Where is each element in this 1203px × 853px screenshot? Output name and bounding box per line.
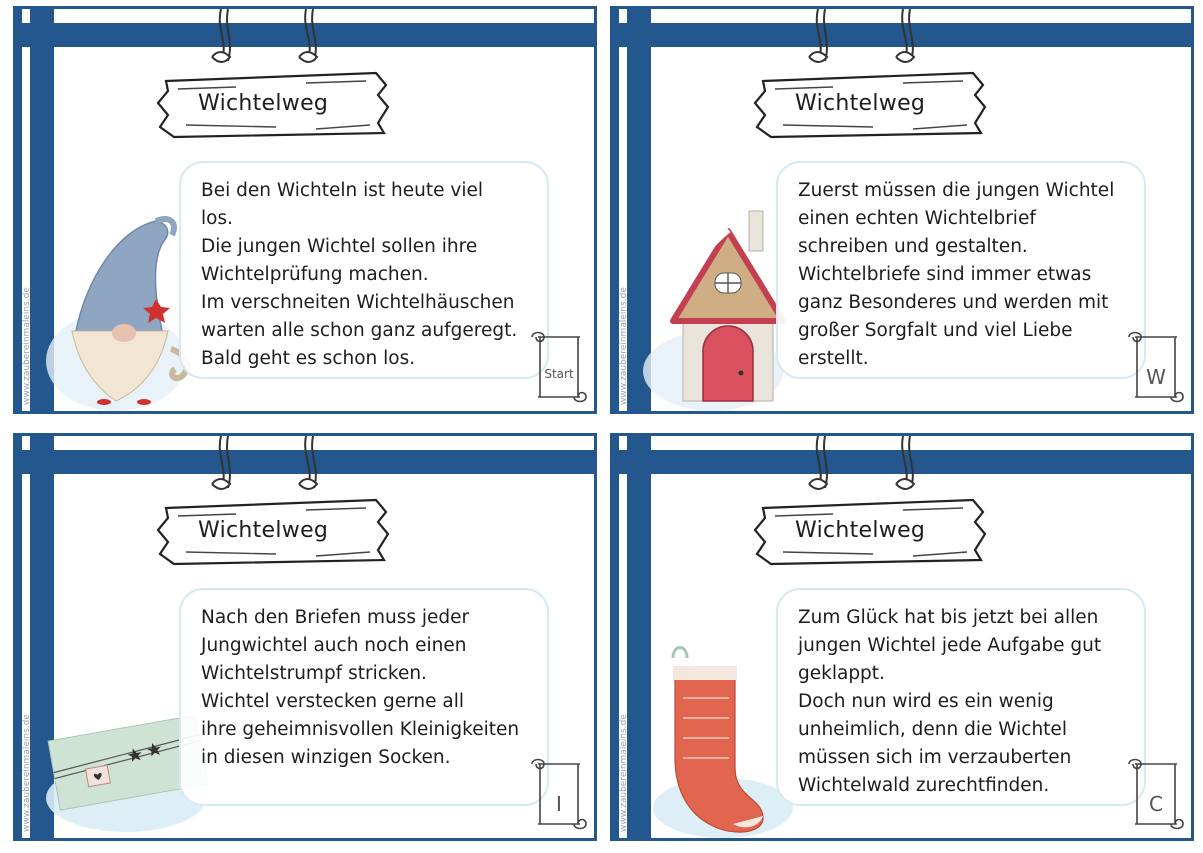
scroll-label: I <box>556 792 562 816</box>
watermark-text: www.zaubereinmaleins.de <box>619 714 629 832</box>
watermark-text: www.zaubereinmaleins.de <box>619 287 629 405</box>
story-text: Bei den Wichteln ist heute viel los. Die jungen Wichtel sollen ihre Wichtelprüfung machen. Im verschneiten Wichtelhäuschen warten alle schon ganz aufgeregt. Bald geht es schon los. <box>201 180 518 369</box>
watermark-text: www.zaubereinmaleins.de <box>22 714 32 832</box>
card-i <box>13 433 597 841</box>
story-textbox <box>776 161 1146 379</box>
card-start <box>13 6 597 414</box>
card-title: Wichtelweg <box>795 91 926 116</box>
card-title: Wichtelweg <box>198 518 329 543</box>
story-textbox <box>179 588 549 806</box>
scroll-label: W <box>1146 365 1166 389</box>
story-textbox <box>776 588 1146 806</box>
card-title: Wichtelweg <box>198 91 329 116</box>
story-textbox <box>179 161 549 379</box>
card-w <box>610 6 1194 414</box>
story-text: Zuerst müssen die jungen Wichtel einen echten Wichtelbrief schreiben und gestalten. Wichtelbriefe sind immer etwas ganz Besonderes und werden mit großer Sorgfalt und viel Liebe erstellt. <box>798 180 1115 369</box>
watermark <box>18 245 34 405</box>
watermark <box>615 672 631 832</box>
watermark <box>615 245 631 405</box>
scroll-label: C <box>1149 792 1163 816</box>
watermark-text: www.zaubereinmaleins.de <box>22 287 32 405</box>
scroll-label: Start <box>544 367 574 381</box>
story-text: Nach den Briefen muss jeder Jungwichtel auch noch einen Wichtelstrumpf stricken. Wichtel verstecken gerne all ihre geheimnisvollen Kleinigkeiten in diesen winzigen Socken. <box>201 607 520 768</box>
watermark <box>18 672 34 832</box>
card-c <box>610 433 1194 841</box>
story-text: Zum Glück hat bis jetzt bei allen jungen Wichtel jede Aufgabe gut geklappt. Doch nun wird es ein wenig unheimlich, denn die Wichtel müssen sich im verzauberten Wichtelwald zurechtfinden. <box>798 607 1102 796</box>
card-title: Wichtelweg <box>795 518 926 543</box>
